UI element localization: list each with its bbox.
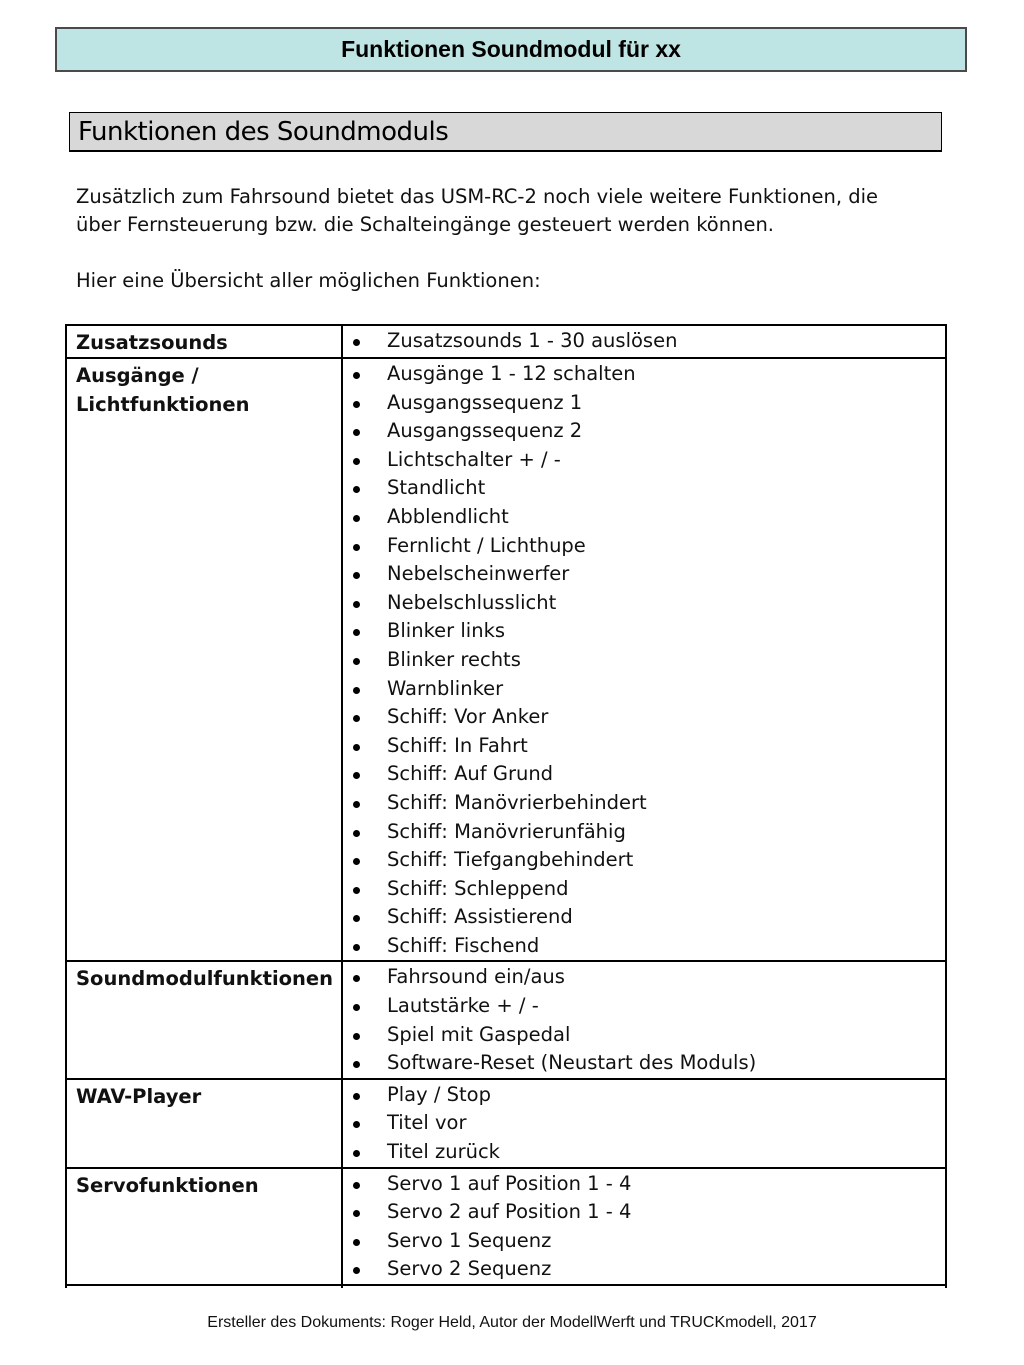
function-list-cell: [342, 1079, 946, 1168]
list-item: Servo 2 Sequenz: [349, 1255, 945, 1284]
function-list: [349, 1170, 945, 1284]
table-row: [66, 325, 946, 358]
list-item: Nebelscheinwerfer: [349, 560, 945, 589]
category-cell: [66, 1079, 342, 1168]
section-heading: Funktionen des Soundmoduls: [69, 112, 942, 152]
list-item: Ausgänge 1 - 12 schalten: [349, 360, 945, 389]
list-item: Titel zurück: [349, 1138, 945, 1167]
list-item: Play / Stop: [349, 1081, 945, 1110]
list-item: Servo 2 auf Position 1 - 4: [349, 1198, 945, 1227]
document-title: Funktionen Soundmodul für xx: [55, 27, 967, 72]
list-item: Schiff: Assistierend: [349, 903, 945, 932]
list-item: Schiff: Vor Anker: [349, 703, 945, 732]
category-label: Servofunktionen: [76, 1173, 259, 1197]
category-label: Zusatzsounds: [76, 331, 228, 354]
list-item: Abblendlicht: [349, 503, 945, 532]
list-item: Lichtschalter + / -: [349, 446, 945, 475]
table-continuation: [66, 1285, 946, 1288]
function-list: [349, 360, 945, 960]
list-item: Schiff: Manövrierunfähig: [349, 818, 945, 847]
list-item: Zusatzsounds 1 - 30 auslösen: [349, 327, 945, 356]
list-item: Schiff: Manövrierbehindert: [349, 789, 945, 818]
list-item: Software-Reset (Neustart des Moduls): [349, 1049, 945, 1078]
function-list-cell: [342, 358, 946, 961]
list-item: Ausgangssequenz 1: [349, 389, 945, 418]
function-list-cell: [342, 961, 946, 1078]
list-item: Ausgangssequenz 2: [349, 417, 945, 446]
category-cell: [66, 325, 342, 358]
category-cell: [66, 1168, 342, 1285]
list-item: Nebelschlusslicht: [349, 589, 945, 618]
list-item: Lautstärke + / -: [349, 992, 945, 1021]
category-cell: [66, 358, 342, 961]
intro-text: [76, 183, 956, 295]
function-list: [349, 327, 945, 356]
function-list: [349, 1081, 945, 1167]
list-item: Servo 1 auf Position 1 - 4: [349, 1170, 945, 1199]
footer-credit: Ersteller des Dokuments: Roger Held, Autor der ModellWerft und TRUCKmodell, 2017: [207, 1314, 817, 1331]
category-label: Ausgänge /: [76, 364, 199, 387]
category-label: WAV-Player: [76, 1084, 202, 1108]
list-item: Servo 1 Sequenz: [349, 1227, 945, 1256]
table-row: [66, 961, 946, 1078]
list-item: Schiff: Auf Grund: [349, 760, 945, 789]
intro-overview-line: Hier eine Übersicht aller möglichen Funktionen:: [76, 269, 541, 292]
category-label: Soundmodulfunktionen: [76, 967, 334, 991]
category-cell: [66, 961, 342, 1078]
list-item: Titel vor: [349, 1109, 945, 1138]
list-item: Schiff: In Fahrt: [349, 732, 945, 761]
list-item: Blinker rechts: [349, 646, 945, 675]
list-item: Schiff: Tiefgangbehindert: [349, 846, 945, 875]
list-item: Blinker links: [349, 617, 945, 646]
list-item: Standlicht: [349, 474, 945, 503]
functions-table: [65, 324, 947, 1288]
list-item: Schiff: Fischend: [349, 932, 945, 961]
function-list-cell: [342, 325, 946, 358]
intro-line-1: Zusätzlich zum Fahrsound bietet das USM-RC-2 noch viele weitere Funktionen, die: [76, 185, 879, 208]
table-row: [66, 1079, 946, 1168]
function-list: [349, 963, 945, 1077]
list-item: Fernlicht / Lichthupe: [349, 532, 945, 561]
list-item: Schiff: Schleppend: [349, 875, 945, 904]
category-label-continued: Lichtfunktionen: [76, 393, 250, 416]
table-row: [66, 1168, 946, 1285]
list-item: Spiel mit Gaspedal: [349, 1021, 945, 1050]
table-row: [66, 358, 946, 961]
function-list-cell: [342, 1168, 946, 1285]
intro-line-2: über Fernsteuerung bzw. die Schalteingänge gesteuert werden können.: [76, 213, 775, 236]
list-item: Fahrsound ein/aus: [349, 963, 945, 992]
list-item: Warnblinker: [349, 675, 945, 704]
